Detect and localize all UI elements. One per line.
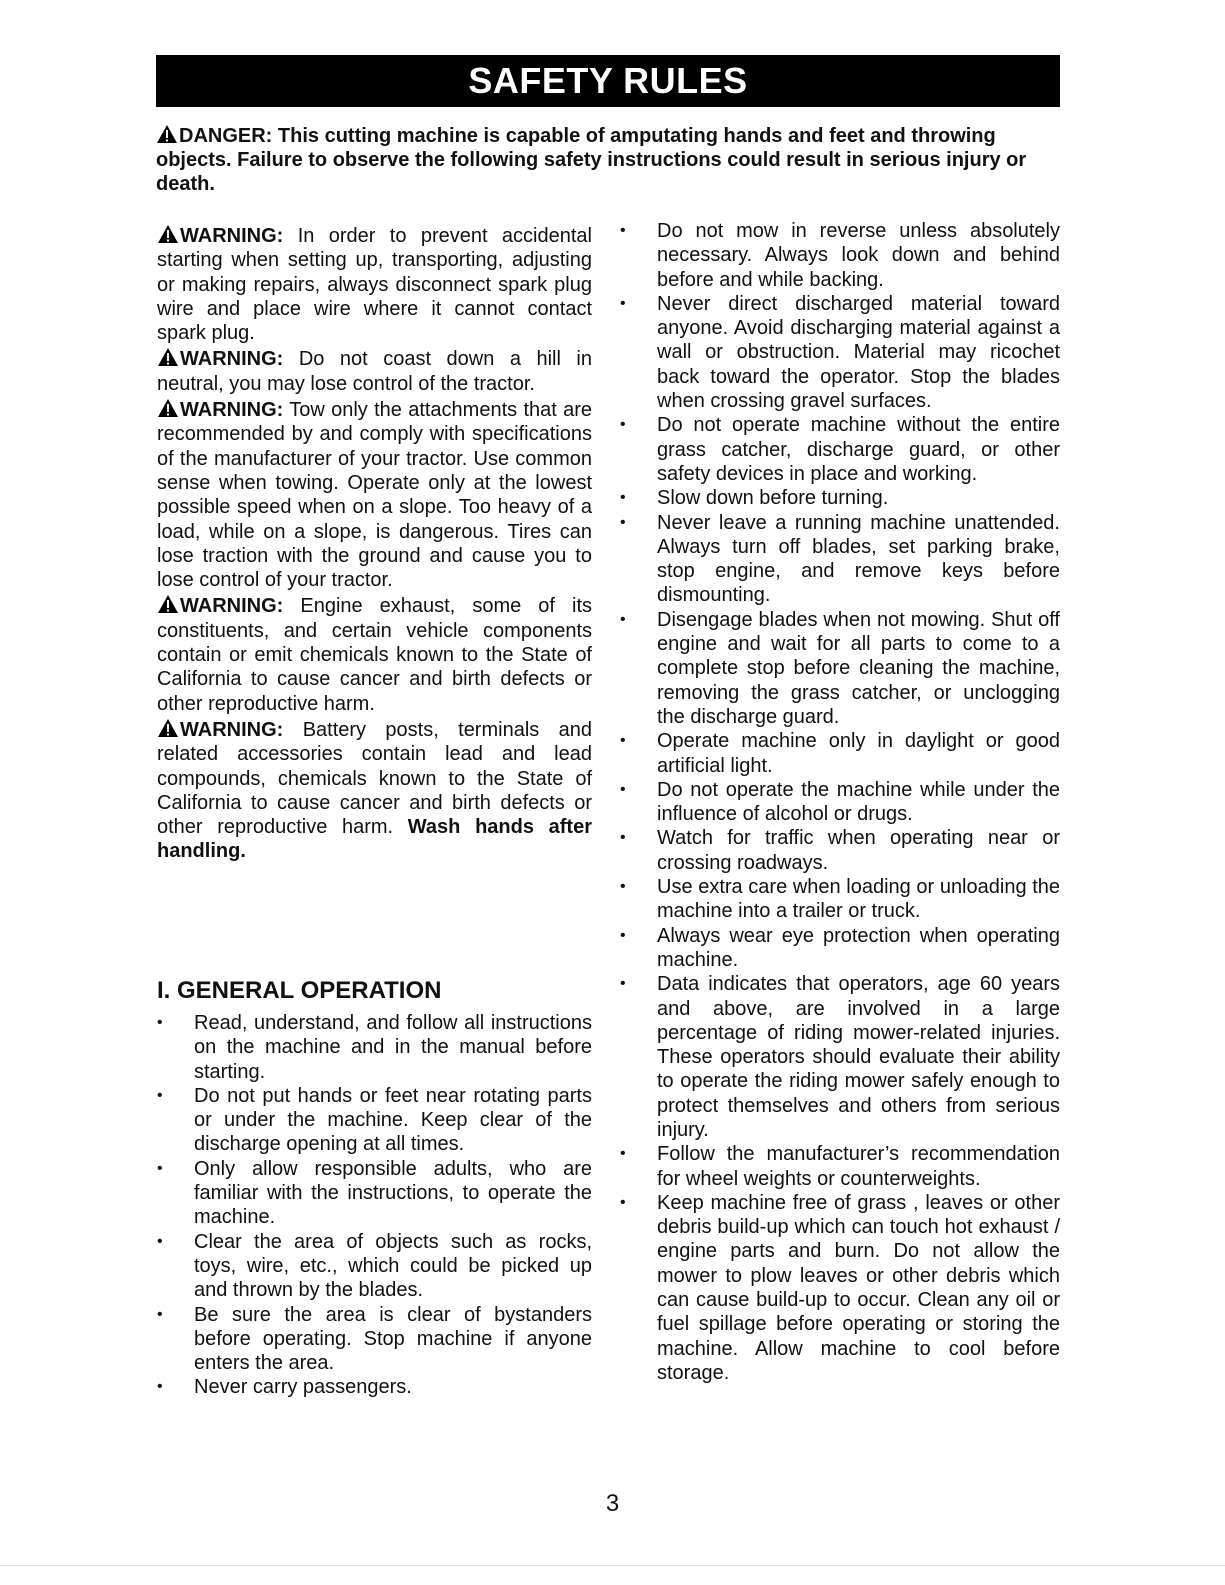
warning-label: WARNING: xyxy=(180,595,284,618)
list-item: • Data indicates that operators, age 60 years and above, are involved in a large percentage of riding mower-related injuries. These operators should evaluate their ability to operate the riding mower safely enough to protect themselves and others from serious injury. xyxy=(620,972,1060,1142)
warning-triangle-icon xyxy=(157,347,179,367)
danger-notice xyxy=(156,124,1060,196)
list-item: • Be sure the area is clear of bystanders before operating. Stop machine if anyone enters the area. xyxy=(157,1303,592,1376)
list-item: • Watch for traffic when operating near or crossing roadways. xyxy=(620,826,1060,875)
list-item: • Operate machine only in daylight or good artificial light. xyxy=(620,729,1060,778)
list-item: • Do not operate the machine while under the influence of alcohol or drugs. xyxy=(620,778,1060,827)
warning-block xyxy=(157,718,592,864)
warning-triangle-icon xyxy=(156,124,178,144)
list-item: • Always wear eye protection when operating machine. xyxy=(620,924,1060,973)
warning-label: WARNING: xyxy=(180,225,284,247)
warning-text: Engine exhaust, some of its constituents, and certain vehicle components contain or emit chemicals known to the State of California to cause cancer and birth defects or other reproductive harm. xyxy=(157,595,592,715)
list-item: • Never carry passengers. xyxy=(157,1375,592,1399)
warning-label: WARNING: xyxy=(180,718,284,741)
list-item: • Do not put hands or feet near rotating parts or under the machine. Keep clear of the discharge opening at all times. xyxy=(157,1084,592,1157)
list-item: • Clear the area of objects such as rocks, toys, wire, etc., which could be picked up and thrown by the blades. xyxy=(157,1230,592,1303)
warning-text: Tow only the attachments that are recommended by and comply with specifications of the manufacturer of your tractor. Use common sense when towing. Operate only at the lowest possible speed when on a slope. Too heavy of a load, while on a slope, is dangerous. Tires can lose traction with the ground and cause you to lose control of your tractor. xyxy=(157,399,592,592)
danger-label: DANGER: xyxy=(179,125,273,147)
list-item: • Follow the manufacturer’s recommendation for wheel weights or counterweights. xyxy=(620,1142,1060,1191)
list-item: • Keep machine free of grass , leaves or other debris build-up which can touch hot exhaust / engine parts and burn. Do not allow the mower to plow leaves or other debris which can cause build-up to occur. Clean any oil or fuel spillage before operating or storing the machine. Allow machine to cool before storage. xyxy=(620,1191,1060,1385)
list-item: • Never leave a running machine unattended. Always turn off blades, set parking brake, stop engine, and remove keys before dismounting. xyxy=(620,511,1060,608)
page-title: SAFETY RULES xyxy=(156,55,1060,107)
warning-text: In order to prevent accidental starting when setting up, transporting, adjusting or making repairs, always disconnect spark plug wire and place wire where it cannot contact spark plug. xyxy=(157,225,592,345)
warning-triangle-icon xyxy=(157,398,179,418)
page-bottom-edge xyxy=(0,1565,1225,1566)
warning-label: WARNING: xyxy=(180,348,284,371)
warning-triangle-icon xyxy=(157,594,179,614)
warning-block xyxy=(157,224,592,345)
warning-emphasis: Wash hands after handling. xyxy=(157,816,592,863)
list-item: • Read, understand, and follow all instructions on the machine and in the manual before starting. xyxy=(157,1011,592,1084)
list-item: • Slow down before turning. xyxy=(620,486,1060,510)
list-item: • Disengage blades when not mowing. Shut off engine and wait for all parts to come to a complete stop before cleaning the machine, removing the grass catcher, or unclogging the discharge guard. xyxy=(620,608,1060,729)
warning-block xyxy=(157,398,592,592)
warning-label: WARNING: xyxy=(180,399,284,422)
page-number: 3 xyxy=(605,1490,620,1517)
section-heading-general-operation: I. GENERAL OPERATION xyxy=(157,977,442,1004)
left-column xyxy=(157,224,592,866)
warning-triangle-icon xyxy=(157,224,179,244)
warning-block xyxy=(157,347,592,396)
warning-block xyxy=(157,594,592,715)
warning-triangle-icon xyxy=(157,718,179,738)
list-item: • Never direct discharged material toward anyone. Avoid discharging material against a wall or obstruction. Material may ricochet back toward the operator. Stop the blades when crossing gravel surfaces. xyxy=(620,292,1060,413)
warning-text: Do not coast down a hill in neutral, you may lose control of the tractor. xyxy=(157,348,592,395)
list-item: • Do not mow in reverse unless absolutely necessary. Always look down and behind before and while backing. xyxy=(620,219,1060,292)
general-operation-list xyxy=(157,1011,592,1400)
warning-text: Battery posts, terminals and related accessories contain lead and lead compounds, chemicals known to the State of California to cause cancer and birth defects or other reproductive harm. xyxy=(157,718,592,839)
list-item: • Use extra care when loading or unloading the machine into a trailer or truck. xyxy=(620,875,1060,924)
list-item: • Do not operate machine without the entire grass catcher, discharge guard, or other safety devices in place and working. xyxy=(620,413,1060,486)
right-column-list xyxy=(620,219,1060,1385)
danger-text: This cutting machine is capable of amputating hands and feet and throwing objects. Failure to observe the following safety instructions could result in serious injury or death. xyxy=(156,125,1027,195)
list-item: • Only allow responsible adults, who are familiar with the instructions, to operate the machine. xyxy=(157,1157,592,1230)
